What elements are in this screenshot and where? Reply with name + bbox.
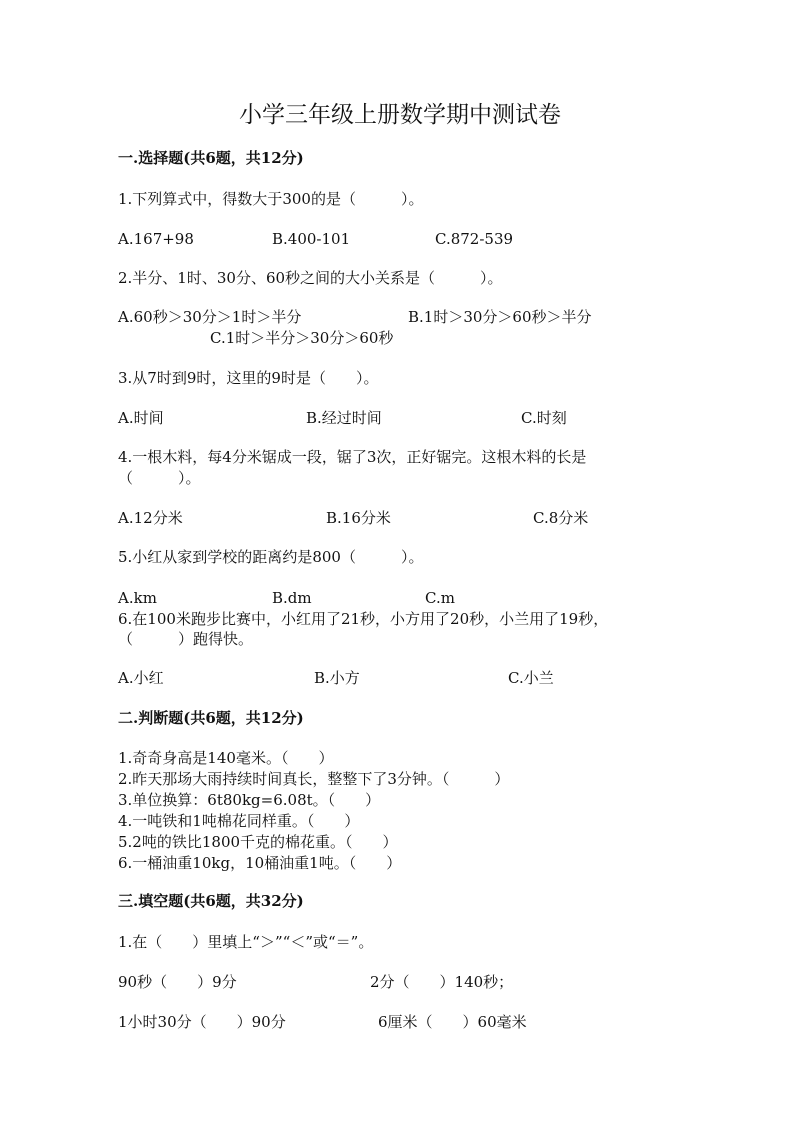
question-stem-continued: （ ）跑得快。 (118, 630, 254, 648)
question-stem-continued: （ ）。 (118, 469, 201, 487)
question-stem: 5.小红从家到学校的距离约是800（ ）。 (118, 548, 424, 566)
option-b: B.400-101 (272, 230, 351, 248)
fill-item: 90秒（ ）9分 (118, 973, 237, 991)
option-b: B.小方 (314, 669, 360, 687)
option-c: C.1时＞半分＞30分＞60秒 (210, 329, 394, 347)
option-c: C.小兰 (508, 669, 554, 687)
question-stem: 1.下列算式中，得数大于300的是（ ）。 (118, 190, 424, 208)
option-b: B.1时＞30分＞60秒＞半分 (408, 308, 592, 326)
question-stem: 3.从7时到9时，这里的9时是（ ）。 (118, 369, 379, 387)
list-item: 5.2吨的铁比1800千克的棉花重。（ ） (118, 833, 398, 851)
option-a: A.12分米 (118, 509, 183, 527)
question-stem: 2.半分、1时、30分、60秒之间的大小关系是（ ）。 (118, 269, 503, 287)
question-stem: 4.一根木料，每4分米锯成一段，锯了3次，正好锯完。这根木料的长是 (118, 448, 587, 466)
option-c: C.m (425, 589, 455, 607)
page-title: 小学三年级上册数学期中测试卷 (239, 102, 561, 128)
list-item: 4.一吨铁和1吨棉花同样重。（ ） (118, 812, 360, 830)
list-item: 2.昨天那场大雨持续时间真长，整整下了3分钟。（ ） (118, 770, 510, 788)
section-heading-choice: 一.选择题(共6题，共12分) (118, 149, 304, 167)
option-b: B.dm (272, 589, 312, 607)
fill-item: 2分（ ）140秒； (370, 973, 514, 991)
option-b: B.经过时间 (306, 409, 382, 427)
option-a: A.小红 (118, 669, 164, 687)
list-item: 6.一桶油重10kg，10桶油重1吨。（ ） (118, 854, 402, 872)
option-a: A.时间 (118, 409, 164, 427)
question-stem: 6.在100米跑步比赛中，小红用了21秒，小方用了20秒，小兰用了19秒， (118, 610, 609, 628)
option-a: A.167+98 (118, 230, 194, 248)
option-c: C.872-539 (435, 230, 514, 248)
option-b: B.16分米 (326, 509, 391, 527)
list-item: 3.单位换算：6t80kg=6.08t。（ ） (118, 791, 381, 809)
fill-item: 1小时30分（ ）90分 (118, 1013, 286, 1031)
option-c: C.8分米 (533, 509, 589, 527)
option-c: C.时刻 (521, 409, 567, 427)
question-stem: 1.在（ ）里填上“＞”“＜”或“＝”。 (118, 933, 374, 951)
section-heading-judgement: 二.判断题(共6题，共12分) (118, 709, 304, 727)
list-item: 1.奇奇身高是140毫米。（ ） (118, 749, 334, 767)
fill-item: 6厘米（ ）60毫米 (378, 1013, 527, 1031)
option-a: A.60秒＞30分＞1时＞半分 (118, 308, 302, 326)
option-a: A.km (118, 589, 157, 607)
section-heading-fill-in: 三.填空题(共6题，共32分) (118, 892, 304, 910)
